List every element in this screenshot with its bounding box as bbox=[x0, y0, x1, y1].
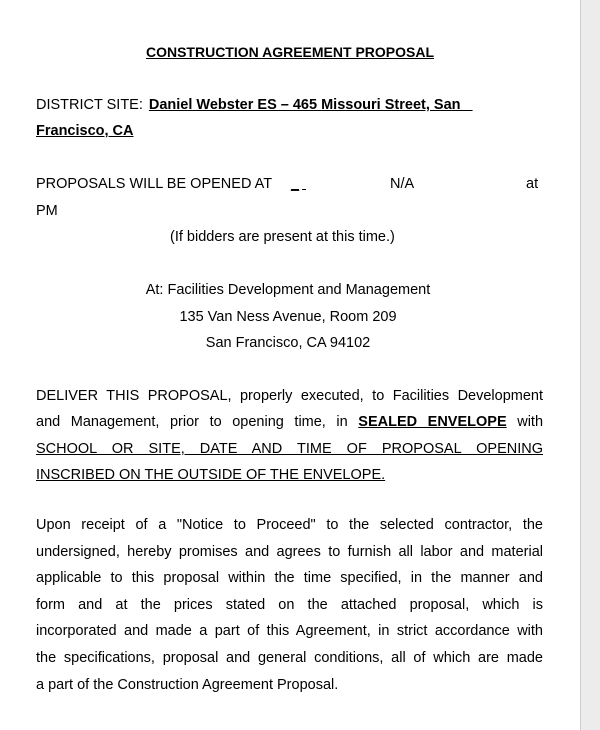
body-line-6: the specifications, proposal and general conditions, all of which are made bbox=[36, 650, 543, 666]
deliver-line-2 bbox=[36, 413, 543, 431]
opening-pm: PM bbox=[36, 203, 58, 219]
opening-at: at bbox=[526, 176, 539, 192]
body-line-4: form and at the prices stated on the attached proposal, which is bbox=[36, 597, 543, 613]
opening-blank: _ bbox=[290, 176, 300, 192]
body-line-3: applicable to this proposal within the time specified, in the manner and bbox=[36, 570, 543, 586]
deliver-line-2-suffix: with bbox=[517, 414, 544, 430]
document-title: CONSTRUCTION AGREEMENT PROPOSAL bbox=[145, 44, 435, 60]
opening-value: N/A bbox=[390, 176, 415, 192]
body-line-5: incorporated and made a part of this Agreement, in strict accordance with bbox=[36, 623, 543, 639]
district-site-label: DISTRICT SITE: bbox=[36, 97, 143, 113]
address-line-2: 135 Van Ness Avenue, Room 209 bbox=[179, 309, 397, 325]
opening-prefix: PROPOSALS WILL BE OPENED AT bbox=[36, 176, 273, 192]
body-line-1: Upon receipt of a "Notice to Proceed" to the selected contractor, the bbox=[36, 517, 543, 533]
opening-note: (If bidders are present at this time.) bbox=[170, 229, 395, 245]
address-line-1: At: Facilities Development and Management bbox=[145, 282, 431, 298]
district-site-line bbox=[36, 96, 473, 114]
district-site-value-cont: Francisco, CA bbox=[36, 123, 134, 139]
deliver-line-2-prefix: and Management, prior to opening time, in bbox=[36, 414, 348, 430]
deliver-line-3: SCHOOL OR SITE, DATE AND TIME OF PROPOSAL OPENING bbox=[36, 441, 543, 457]
district-site-value: Daniel Webster ES – 465 Missouri Street, San bbox=[148, 97, 461, 113]
body-line-2: undersigned, hereby promises and agrees to furnish all labor and material bbox=[36, 544, 543, 560]
deliver-line-4: INSCRIBED ON THE OUTSIDE OF THE ENVELOPE. bbox=[36, 467, 386, 483]
opening-line bbox=[36, 175, 543, 193]
deliver-line-1: DELIVER THIS PROPOSAL, properly executed, to Facilities Development bbox=[36, 388, 543, 404]
body-line-7: a part of the Construction Agreement Proposal. bbox=[36, 677, 339, 693]
sealed-envelope-text: SEALED ENVELOPE bbox=[358, 414, 507, 430]
address-line-3: San Francisco, CA 94102 bbox=[205, 335, 371, 351]
